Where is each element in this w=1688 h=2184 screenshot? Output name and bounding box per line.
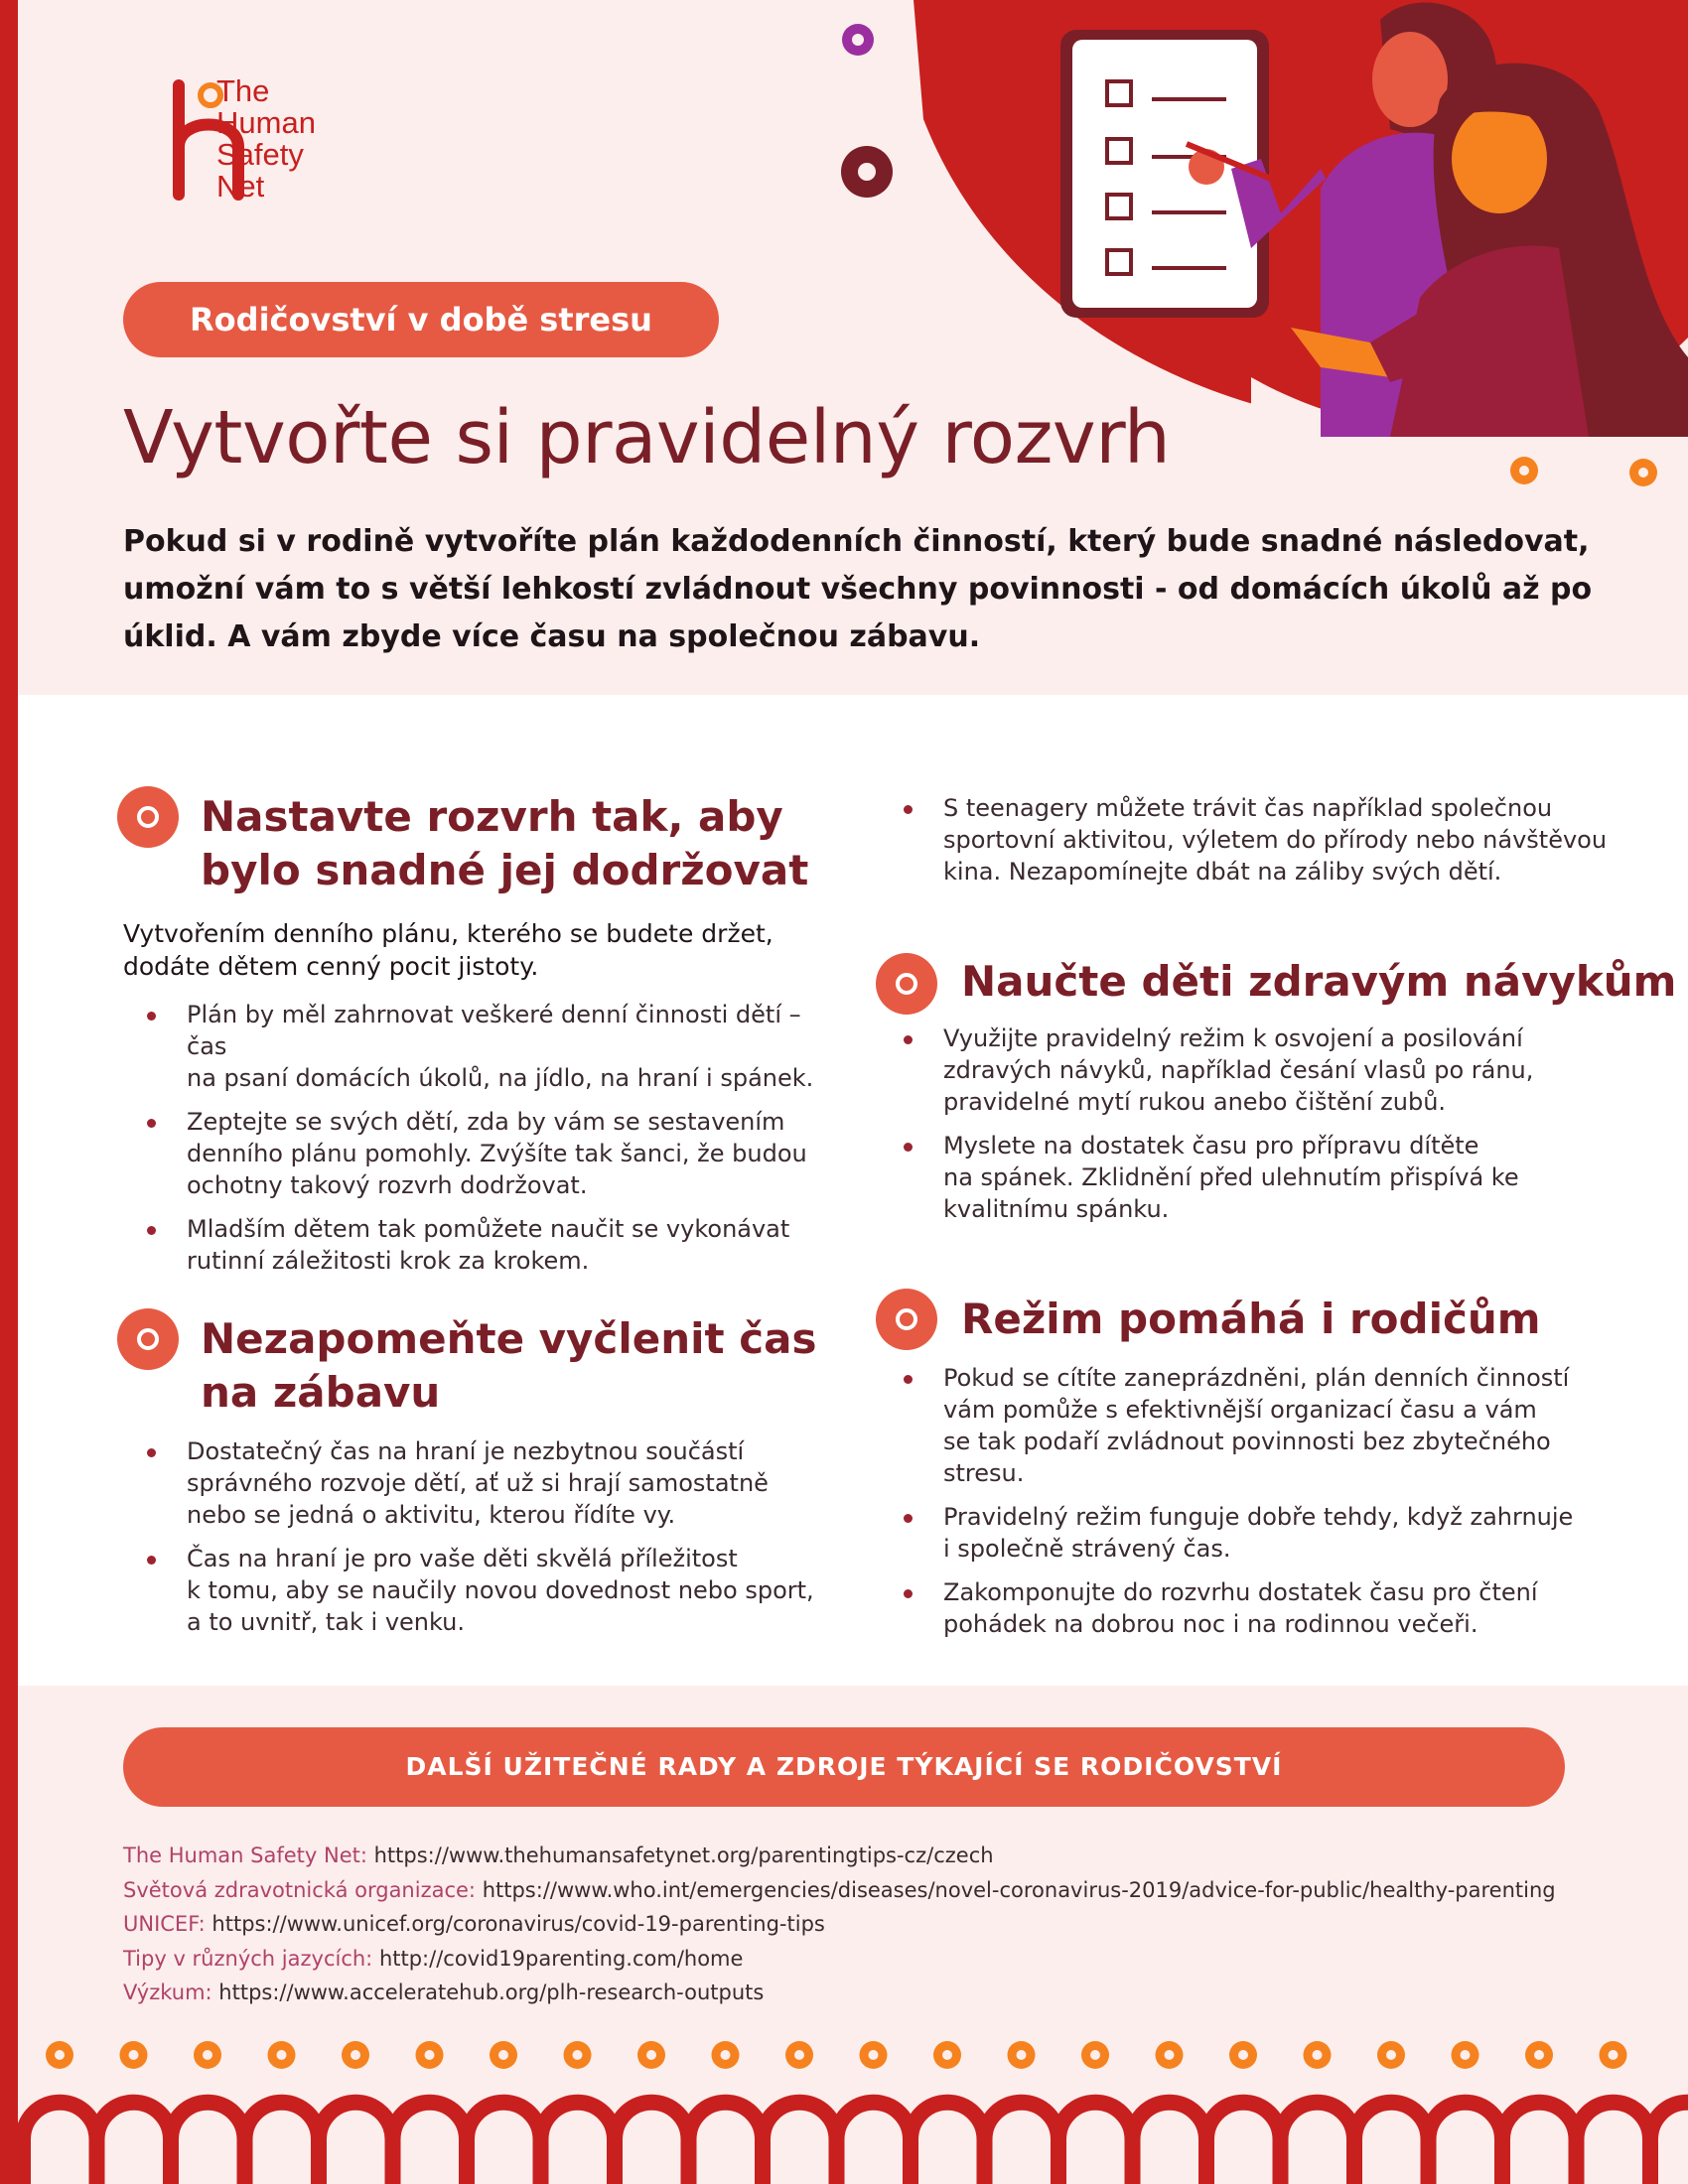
decor-dot-hole [1090,2050,1100,2060]
resource-label: The Human Safety Net: [123,1843,367,1867]
list-item: Zakomponujte do rozvrhu dostatek času pro čtení pohádek na dobrou noc i na rodinnou večeři. [904,1576,1618,1640]
section-marker-icon [117,1308,179,1370]
decor-dot-hole [129,2050,139,2060]
left-accent-bar [0,0,18,2184]
intro-line: Pokud si v rodině vytvoříte plán každodenních činností, který bude snadné následovat, [123,524,1590,559]
footer-decoration [18,2025,1688,2184]
intro-paragraph [123,518,1593,661]
list-item: Pravidelný režim funguje dobře tehdy, když zahrnuje i společně strávený čas. [904,1501,1618,1565]
decor-arch [1206,2103,1281,2184]
section-title-habits [961,955,1676,1009]
title-line: Režim pomáhá i rodičům [961,1295,1541,1343]
logo-line: Safety [216,137,304,172]
bullet-list-parents [904,1362,1618,1652]
section-marker-icon [117,786,179,848]
resource-item[interactable] [123,1942,1556,1977]
decor-dot-hole [942,2050,952,2060]
section-title-routine [201,790,808,897]
decor-arch [1133,2103,1207,2184]
resource-link[interactable]: http://covid19parenting.com/home [378,1946,744,1971]
title-line: Nezapomeňte vyčlenit čas [201,1314,817,1363]
section-title-fun [201,1312,816,1420]
list-item: Čas na hraní je pro vaše děti skvělá příležitost k tomu, aby se naučily novou dovednost nebo sport, a to uvnitř, tak i venku. [147,1543,842,1638]
decor-dot-hole [1313,2050,1323,2060]
decor-arch [23,2103,97,2184]
resource-item[interactable] [123,1907,1556,1942]
resource-link[interactable]: https://www.who.int/emergencies/diseases/novel-coronavirus-2019/advice-for-public/healthy-parenting [482,1877,1556,1902]
decor-arch [1502,2103,1577,2184]
decor-arch [467,2103,541,2184]
decor-dot-hole [1534,2050,1544,2060]
decor-arch [689,2103,764,2184]
decor-arch [1650,2103,1688,2184]
bullet-list-habits [904,1023,1618,1237]
decor-dot-hole [1461,2050,1471,2060]
title-line: na zábavu [201,1368,441,1417]
decor-dot-hole [1238,2050,1248,2060]
logo-wordmark [216,75,316,203]
resource-link[interactable]: https://www.unicef.org/coronavirus/covid-19-parenting-tips [211,1912,825,1936]
para-line: dodáte dětem cenný pocit jistoty. [123,952,539,981]
title-line: Nastavte rozvrh tak, aby [201,792,783,841]
resource-item[interactable] [123,1976,1556,2010]
decor-dot-hole [277,2050,287,2060]
list-item: Plán by měl zahrnovat veškeré denní činnosti dětí – čas na psaní domácích úkolů, na jídlo, na hraní i spánek. [147,999,842,1094]
decor-arch [1281,2103,1355,2184]
decor-arch [1058,2103,1133,2184]
decor-arch [393,2103,468,2184]
para-line: Vytvořením denního plánu, kterého se budete držet, [123,919,774,948]
decor-arch [1429,2103,1503,2184]
decor-arch [911,2103,985,2184]
resource-label: Výzkum: [123,1980,212,2004]
decor-arch [985,2103,1059,2184]
list-item: Myslete na dostatek času pro přípravu dítěte na spánek. Zklidnění před ulehnutím přispívá ke kvalitnímu spánku. [904,1130,1618,1225]
decor-dot-hole [721,2050,731,2060]
list-item: Využijte pravidelný režim k osvojení a posilování zdravých návyků, například česání vlasů po ránu, pravidelné mytí rukou anebo čištění zubů. [904,1023,1618,1118]
decor-arch [97,2103,172,2184]
list-item: Dostatečný čas na hraní je nezbytnou součástí správného rozvoje dětí, ať už si hrají samostatně nebo se jedná o aktivitu, kterou řídíte vy. [147,1435,842,1531]
page-title: Vytvořte si pravidelný rozvrh [123,395,1171,480]
resource-link[interactable]: https://www.thehumansafetynet.org/parentingtips-cz/czech [373,1843,994,1867]
decor-dot-hole [425,2050,435,2060]
decor-arch [319,2103,393,2184]
list-item: Mladším dětem tak pomůžete naučit se vykonávat rutinní záležitosti krok za krokem. [147,1213,842,1277]
decor-arch [1354,2103,1429,2184]
decor-dot-hole [498,2050,508,2060]
decor-arch [763,2103,837,2184]
decor-arch [615,2103,689,2184]
logo-line: The [216,73,270,108]
list-item: S teenagery můžete trávit čas například společnou sportovní aktivitou, výletem do přírody nebo návštěvou kina. Nezapomínejte dbát na záliby svých dětí. [904,792,1618,887]
section-title-parents [961,1293,1541,1346]
decor-dot-hole [1017,2050,1027,2060]
section-marker-icon [876,1289,937,1350]
intro-line: úklid. A vám zbyde více času na společnou zábavu. [123,619,981,654]
resources-banner: DALŠÍ UŽITEČNÉ RADY A ZDROJE TÝKAJÍCÍ SE RODIČOVSTVÍ [123,1727,1565,1807]
decor-arch [541,2103,616,2184]
title-line: bylo snadné jej dodržovat [201,846,809,894]
resource-label: Světová zdravotnická organizace: [123,1877,477,1902]
decor-arch [837,2103,912,2184]
decor-dot-hole [646,2050,656,2060]
decor-dot-hole [573,2050,583,2060]
resource-link[interactable]: https://www.acceleratehub.org/plh-research-outputs [218,1980,765,2004]
section-marker-icon [876,953,937,1015]
decor-arch [245,2103,320,2184]
decor-arch [171,2103,245,2184]
decor-dot-hole [1609,2050,1618,2060]
bullet-list-fun [147,1435,842,1650]
decor-dot-hole [869,2050,879,2060]
bullet-list-routine [147,999,842,1289]
list-item: Pokud se cítíte zaneprázdněni, plán denních činností vám pomůže s efektivnější organizací času a vám se tak podaří zvládnout povinnosti bez zbytečného stresu. [904,1362,1618,1489]
logo-line: Net [216,169,265,204]
resource-item[interactable] [123,1873,1556,1908]
decor-dot-hole [203,2050,212,2060]
decor-arch [1577,2103,1651,2184]
logo-line: Human [216,105,316,140]
resources-list [123,1839,1556,2010]
decor-dot-hole [1386,2050,1396,2060]
topic-tag: Rodičovství v době stresu [123,282,719,357]
resource-item[interactable] [123,1839,1556,1873]
decor-dot-hole [351,2050,360,2060]
title-line: Naučte děti zdravým návykům [961,957,1677,1006]
resource-label: UNICEF: [123,1912,206,1936]
decor-dot-hole [55,2050,65,2060]
resource-label: Tipy v různých jazycích: [123,1946,373,1971]
list-item: Zeptejte se svých dětí, zda by vám se sestavením denního plánu pomohly. Zvýšíte tak šanci, že budou ochotny takový rozvrh dodržovat. [147,1106,842,1201]
decor-dot-hole [1165,2050,1175,2060]
section-intro [123,917,774,983]
bullet-list-fun-continued [904,792,1618,899]
intro-line: umožní vám to s větší lehkostí zvládnout všechny povinnosti - od domácích úkolů až po [123,572,1593,607]
decor-dot-hole [794,2050,804,2060]
